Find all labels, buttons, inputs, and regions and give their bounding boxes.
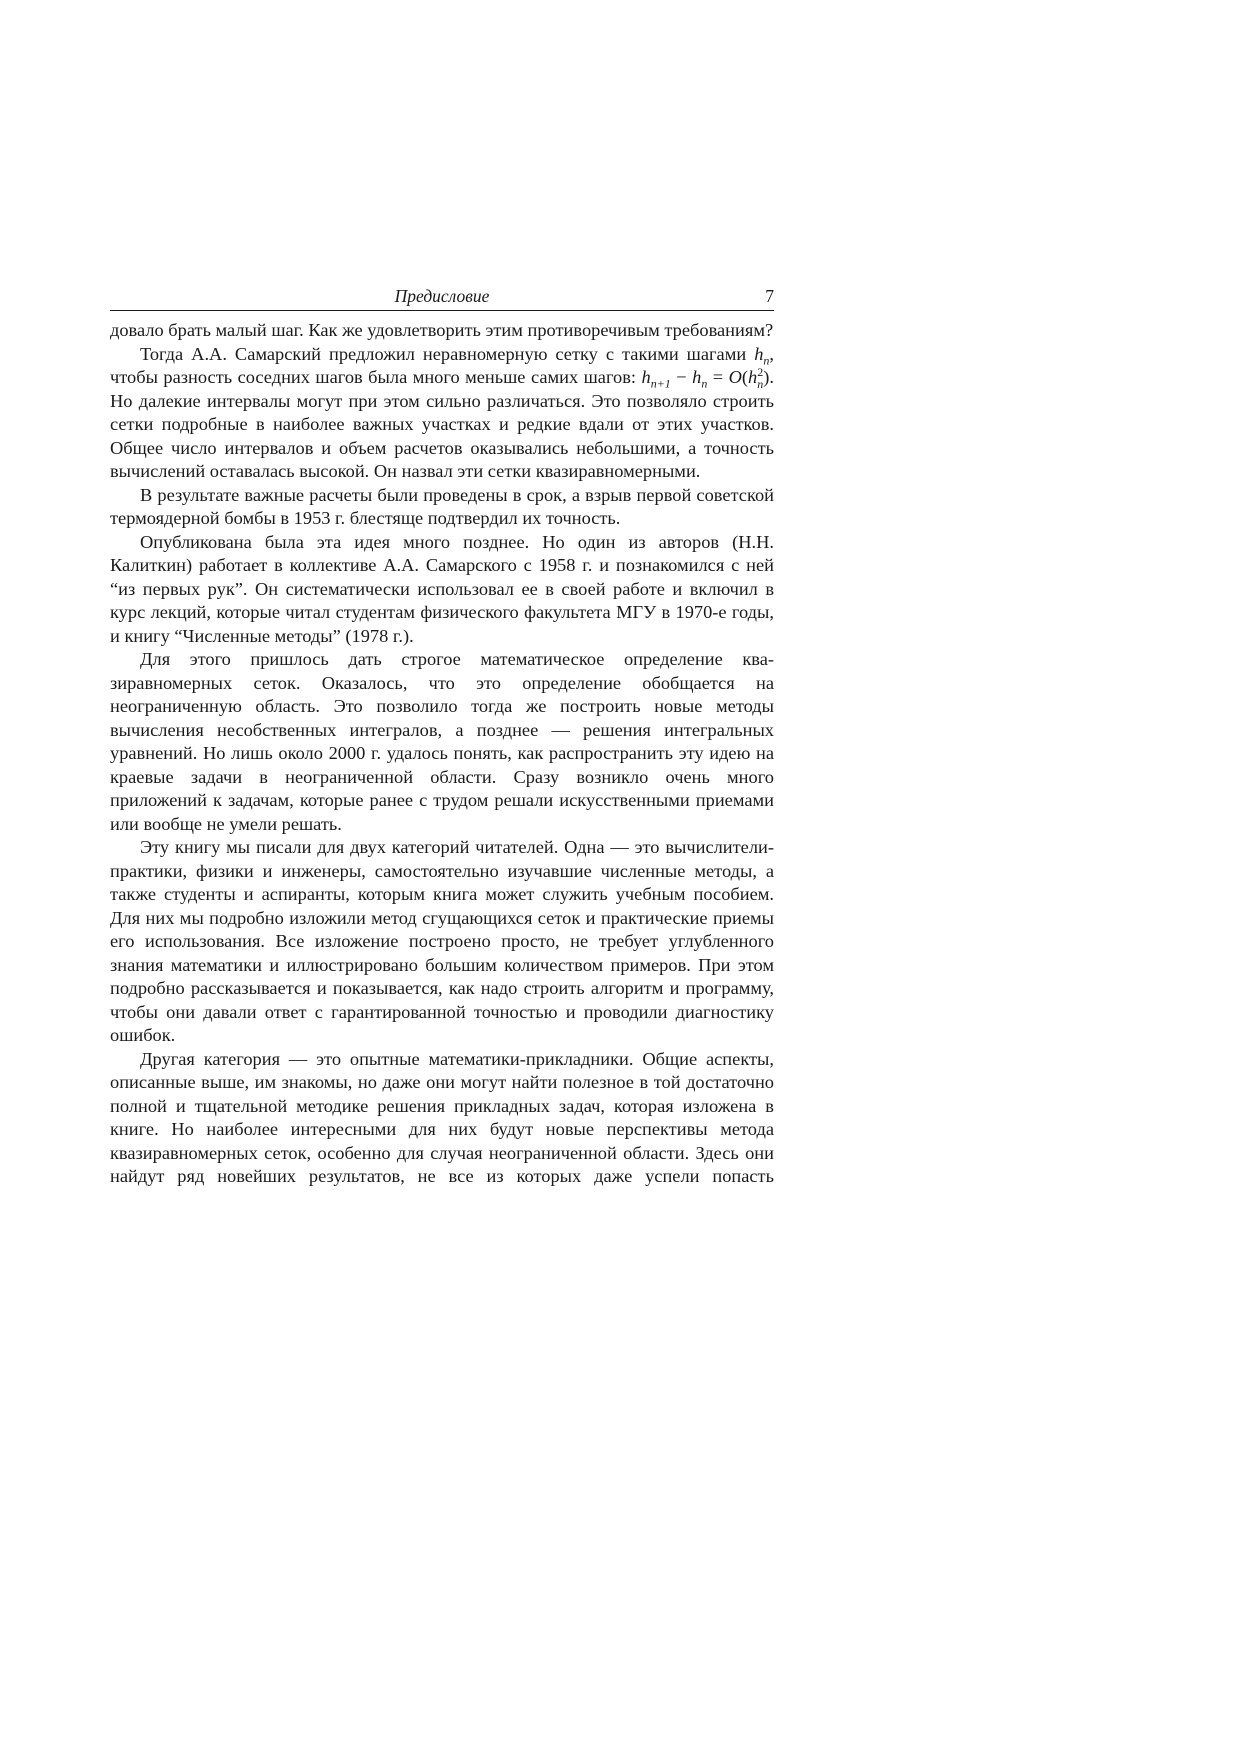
body-text	[110, 319, 774, 1189]
running-head-title: Предисловие	[394, 286, 490, 306]
math-O: O	[728, 367, 742, 387]
book-page	[110, 284, 774, 1189]
math-h: h	[748, 367, 758, 387]
math-h: h	[754, 343, 764, 364]
paragraph: Для этого пришлось дать строгое математическое определение квазиравномерных сеток. Оказалось, что это определение обобщается на неограниченную область. Это позволило тогда же построить новые методы вычисления несобственных интегралов, а позднее — решения интегральных уравнений. Но лишь около 2000 г. удалось понять, как распространить эту идею на краевые задачи в неограниченной области. Сразу возникло очень много приложений к задачам, которые ранее с трудом решали искусственными приемами или вообще не умели решать.	[110, 649, 774, 834]
paragraph: Опубликована была эта идея много позднее. Но один из авторов (Н.Н. Калиткин) работает в коллективе А.А. Самарского с 1958 г. и познакомился с ней “из первых рук”. Он систематически использовал ее в своей работе и включил в курс лекций, которые читал студентам физического факультета МГУ в 1970-е годы, и книгу “Численные методы” (1978 г.).	[110, 531, 774, 646]
math-h: h	[641, 367, 651, 387]
paragraph: В результате важные расчеты были проведены в срок, а взрыв первой советской термоядерной бомбы в 1953 г. блестяще подтвердил их точность.	[110, 484, 774, 528]
paragraph: Тогда А.А. Самарский предложил неравномерную сетку с такими шагами $h_n$, чтобы разность соседних шагов была много меньше самих шагов: $h_{n+1} - h_n = O(h^2_n)$. Но далекие интервалы могут при этом сильно различаться. Это позволяло строить сетки подробные в наиболее важных участках и редкие вдали от этих участков. Общее число интервалов и объем расчетов оказывались небольшими, а точность вычислений оставалась высокой. Он назвал эти сетки квазиравномерными.	[110, 343, 774, 481]
paragraph: довало брать малый шаг. Как же удовлетворить этим противоречивым требованиям?	[110, 320, 774, 340]
paragraph: Другая категория — это опытные математики-прикладники. Общие аспекты, описанные выше, им знакомы, но даже они могут найти полезное в той достаточно полной и тщательной методике решения прикладных задач, которая изложена в книге. Но наиболее интересными для них будут новые перспективы метода квазиравномерных сеток, особенно для случая неограниченной области. Здесь они найдут ряд новейших результатов, не все из которых даже успели попасть	[110, 1048, 774, 1186]
page-number: 7	[765, 286, 774, 306]
math-h: h	[692, 367, 702, 387]
running-head	[110, 284, 774, 311]
paragraph: Эту книгу мы писали для двух категорий читателей. Одна — это вычислители-практики, физики и инженеры, самостоятельно изучавшие численные методы, а также студенты и аспиранты, которым книга может служить учебным пособием. Для них мы подробно изложили метод сгущающихся сеток и практические приемы его использования. Все изложение построено просто, не требует углубленного знания математики и иллюстрировано большим количеством примеров. При этом подробно рассказывается и показывается, как надо строить алгоритм и программу, чтобы они давали ответ с гарантированной точностью и проводили диагностику ошибок.	[110, 837, 774, 1045]
